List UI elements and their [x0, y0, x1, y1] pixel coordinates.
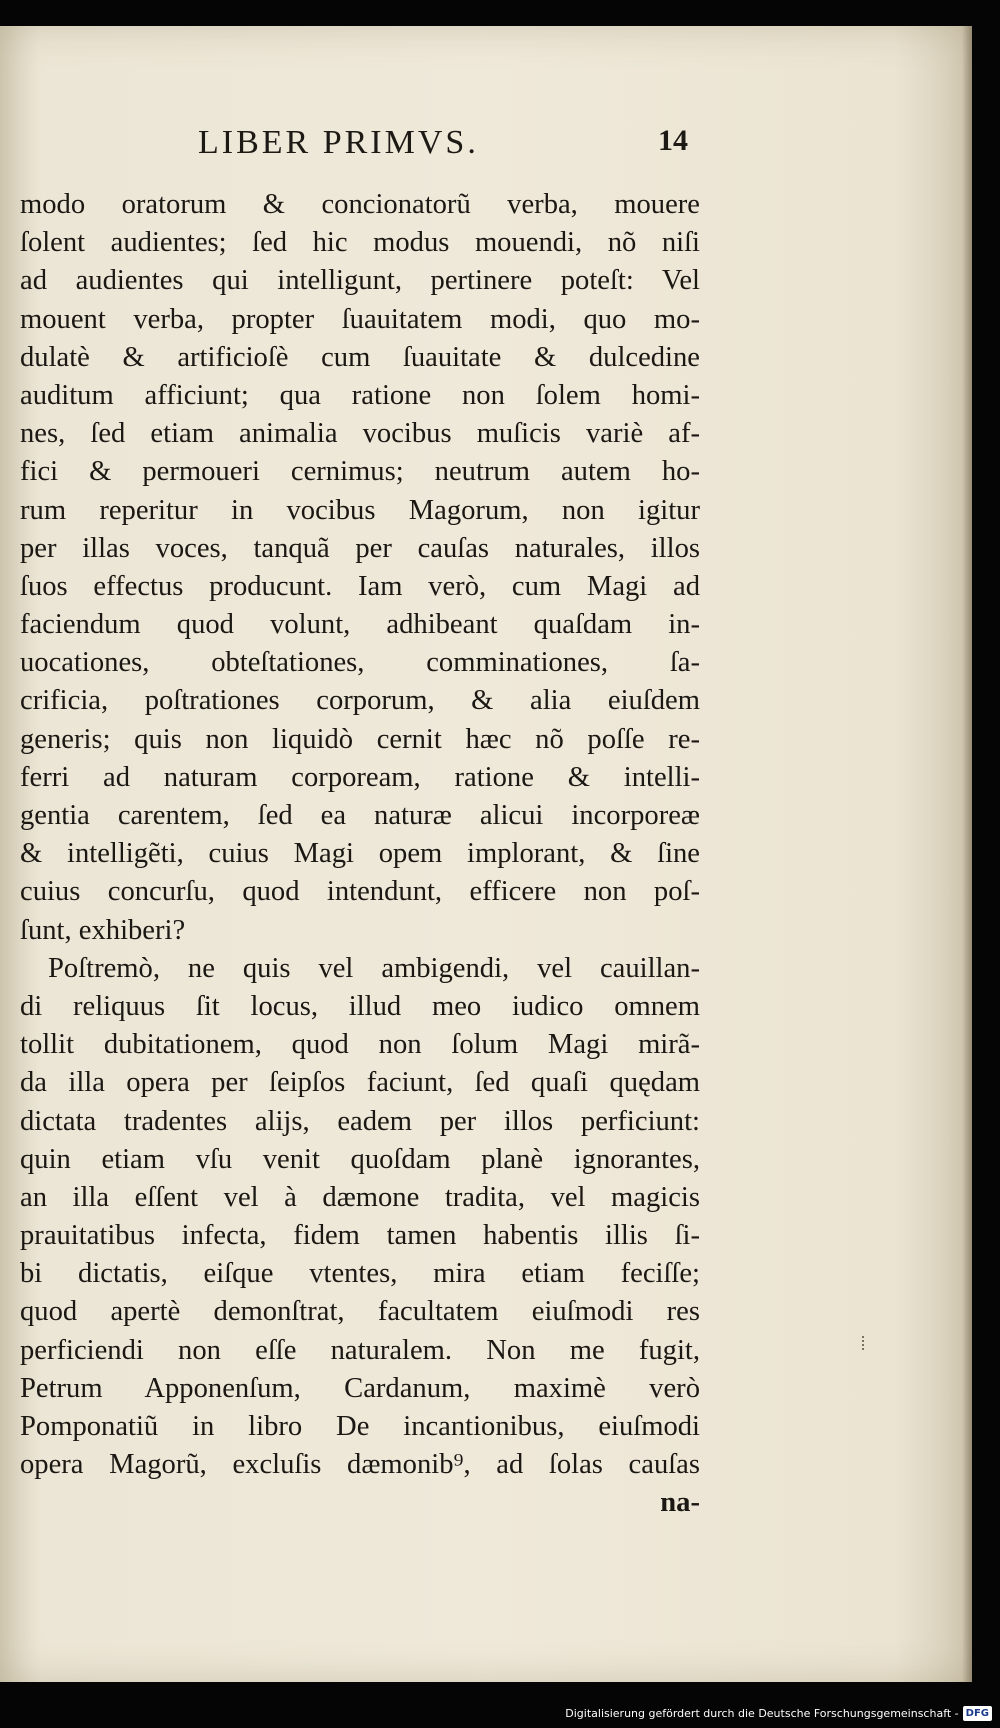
- text-line: generis; quis non liquidò cernit hæc nõ poſſe re-: [20, 723, 700, 755]
- catchword: na-: [660, 1487, 700, 1519]
- paragraph-end-line: ſunt, exhiberi?: [20, 914, 186, 946]
- folio-number: 14: [658, 124, 688, 157]
- text-line: cuius concurſu, quod intendunt, efficere non poſ-: [20, 876, 700, 908]
- text-line: gentia carentem, ſed ea naturæ alicui incorporeæ: [20, 800, 700, 831]
- text-line: per illas voces, tanquã per cauſas naturales, illos: [20, 532, 700, 564]
- text-line: tollit dubitationem, quod non ſolum Magi mirã-: [20, 1029, 700, 1061]
- text-line: auditum afficiunt; qua ratione non ſolem homi-: [20, 379, 700, 411]
- page-edge-shadow: [962, 26, 972, 1682]
- text-line: di reliquus ſit locus, illud meo iudico omnem: [20, 990, 700, 1022]
- text-line: crificia, poſtrationes corporum, & alia eiuſdem: [20, 685, 700, 717]
- text-line: dictata tradentes alijs, eadem per illos perficiunt:: [20, 1105, 700, 1137]
- text-line: dulatè & artificioſè cum ſuauitate & dulcedine: [20, 341, 700, 373]
- text-line: ferri ad naturam corpoream, ratione & intelli-: [20, 761, 700, 793]
- text-line: quin etiam vſu venit quoſdam planè ignorantes,: [20, 1143, 700, 1175]
- text-line: ad audientes qui intelligunt, pertinere poteſt: Vel: [20, 265, 700, 297]
- text-line: & intelligẽti, cuius Magi opem implorant, & ſine: [20, 838, 700, 870]
- running-title: LIBER PRIMVS.: [198, 124, 479, 161]
- text-line: rum reperitur in vocibus Magorum, non igitur: [20, 494, 700, 526]
- text-line: modo oratorum & concionatorũ verba, mouere: [20, 189, 700, 220]
- text-line: uocationes, obteſtationes, comminationes, ſa-: [20, 647, 700, 679]
- text-line: ſolent audientes; ſed hic modus mouendi, nõ niſi: [20, 227, 700, 259]
- credit-text: Digitalisierung gefördert durch die Deutsche Forschungsgemeinschaft -: [565, 1706, 959, 1720]
- text-line: bi dictatis, eiſque vtentes, mira etiam feciſſe;: [20, 1258, 700, 1290]
- text-line: quod apertè demonſtrat, facultatem eiuſmodi res: [20, 1296, 700, 1328]
- text-line: opera Magorũ, excluſis dæmonib⁹, ad ſolas cauſas: [20, 1449, 700, 1481]
- running-head: [18, 124, 708, 174]
- dfg-logo: DFG: [963, 1706, 992, 1721]
- text-line: fici & permoueri cernimus; neutrum autem ho-: [20, 456, 700, 488]
- text-line: ſuos effectus producunt. Iam verò, cum Magi ad: [20, 570, 700, 602]
- text-line: nes, ſed etiam animalia vocibus muſicis variè af-: [20, 418, 700, 450]
- book-page: [0, 26, 972, 1682]
- text-line: mouent verba, propter ſuauitatem modi, quo mo-: [20, 303, 700, 335]
- paper-speck: [862, 1336, 868, 1350]
- text-line: perficiendi non eſſe naturalem. Non me fugit,: [20, 1334, 700, 1366]
- text-line: da illa opera per ſeipſos faciunt, ſed quaſi quędam: [20, 1067, 700, 1099]
- text-line: Pomponatiũ in libro De incantionibus, eiuſmodi: [20, 1411, 700, 1442]
- digitization-credit: [565, 1702, 992, 1724]
- text-line: an illa eſſent vel à dæmone tradita, vel magicis: [20, 1181, 700, 1213]
- text-line: Petrum Apponenſum, Cardanum, maximè verò: [20, 1372, 700, 1404]
- text-line: prauitatibus infecta, fidem tamen habentis illis ſi-: [20, 1220, 700, 1252]
- body-text: [20, 186, 700, 1523]
- paragraph-start-line: Poſtremò, ne quis vel ambigendi, vel cauillan-: [48, 952, 700, 984]
- text-line: faciendum quod volunt, adhibeant quaſdam in-: [20, 609, 700, 641]
